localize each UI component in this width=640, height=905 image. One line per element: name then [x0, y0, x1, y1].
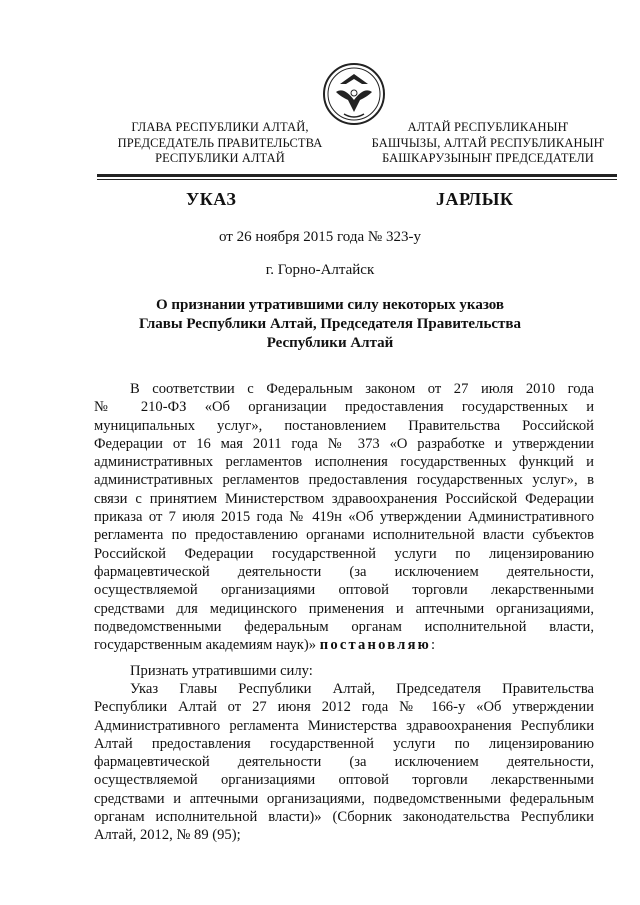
- doc-kind-altai: ЈАРЛЫК: [436, 189, 514, 209]
- doc-title-line: О признании утратившими силу некоторых указов: [156, 297, 504, 313]
- preamble-line: № 210-ФЗ «Об организации предоставления государственных и: [94, 399, 594, 416]
- repeal-intro: [94, 662, 594, 680]
- header-left-line: РЕСПУБЛИКИ АЛТАЙ: [155, 151, 285, 165]
- preamble-line: административных регламентов предоставления государственных услуг», в: [94, 472, 594, 489]
- repealed-decree-line: осуществляемой организациями оптовой торговли лекарственными: [94, 772, 594, 789]
- header-left: [100, 120, 340, 167]
- resolve-colon: :: [431, 637, 436, 654]
- repealed-decree-line: Республики Алтай от 27 июня 2012 года № 166-у «Об утверждении: [94, 699, 594, 716]
- header-divider-thick: [97, 174, 617, 177]
- preamble-line: фармацевтической деятельности (за исключением деятельности,: [94, 563, 594, 580]
- header-right-line: АЛТАЙ РЕСПУБЛИКАНЫҤ: [407, 120, 569, 134]
- preamble-line: Федерации от 16 мая 2011 года № 373 «О разработке и утверждении: [94, 435, 594, 452]
- doc-title-line: Республики Алтай: [266, 335, 394, 351]
- repealed-decree-line: Алтай предоставления государственной услуги по лицензированию: [94, 735, 594, 752]
- doc-place: г. Горно-Алтайск: [265, 262, 375, 278]
- header-left-line: ПРЕДСЕДАТЕЛЬ ПРАВИТЕЛЬСТВА: [117, 135, 323, 150]
- header-right: [362, 120, 614, 167]
- preamble-line-text: государственным академиям наук)»: [94, 637, 317, 654]
- preamble-line: административных регламентов исполнения государственных функций и: [94, 454, 594, 471]
- preamble-line: муниципальных услуг», постановлением Правительства Российской: [94, 417, 594, 434]
- repealed-decree-line: Административного регламента Министерства здравоохранения Республики: [94, 717, 594, 734]
- preamble-line: регламента по предоставлению органами исполнительной власти субъектов: [94, 527, 594, 544]
- repealed-decree-line: Алтай, 2012, № 89 (95);: [94, 827, 241, 844]
- repealed-decree-line: органам исполнительной власти)» (Сборник законодательства Республики: [94, 809, 594, 826]
- preamble-line: связи с принятием Министерством здравоохранения Российской Федерации: [94, 490, 594, 507]
- repealed-decree-item: [94, 680, 594, 845]
- preamble-paragraph: [94, 380, 594, 654]
- header-divider-thin: [97, 179, 617, 180]
- repealed-decree-line: Указ Главы Республики Алтай, Председателя Правительства: [130, 681, 594, 697]
- preamble-last-line: [94, 636, 594, 654]
- preamble-line: осуществляемой организациями оптовой торговли лекарственными: [94, 582, 594, 599]
- doc-title-line: Главы Республики Алтай, Председателя Правительства: [138, 316, 522, 332]
- preamble-line: В соответствии с Федеральным законом от 27 июля 2010 года: [130, 381, 594, 397]
- header-left-line: ГЛАВА РЕСПУБЛИКИ АЛТАЙ,: [131, 120, 309, 134]
- repealed-decree-line: фармацевтической деятельности (за исключением деятельности,: [94, 754, 594, 771]
- preamble-line: приказа от 7 июля 2015 года № 419н «Об утверждении Административного: [94, 509, 594, 526]
- header-right-line: БАШКАРУЗЫНЫҤ ПРЕДСЕДАТЕЛИ: [382, 151, 594, 165]
- resolve-keyword: постановляю: [319, 637, 432, 654]
- header-right-line: БАШЧЫЗЫ, АЛТАЙ РЕСПУБЛИКАНЫҤ: [371, 135, 605, 150]
- repeal-intro-line: Признать утратившими силу:: [130, 663, 313, 679]
- preamble-line: подведомственными федеральным органам исполнительной власти,: [94, 618, 594, 635]
- doc-kind-russian: УКАЗ: [186, 189, 237, 209]
- preamble-line: Российской Федерации государственной услуги по лицензированию: [94, 545, 594, 562]
- preamble-line: средствами для медицинского применения и аптечными организациями,: [94, 600, 594, 617]
- doc-title: [110, 296, 550, 353]
- doc-date-number: от 26 ноября 2015 года № 323-у: [219, 229, 421, 245]
- coat-of-arms-icon: [322, 62, 386, 126]
- repealed-decree-line: средствами и аптечными организациями, подведомственными федеральным: [94, 790, 594, 807]
